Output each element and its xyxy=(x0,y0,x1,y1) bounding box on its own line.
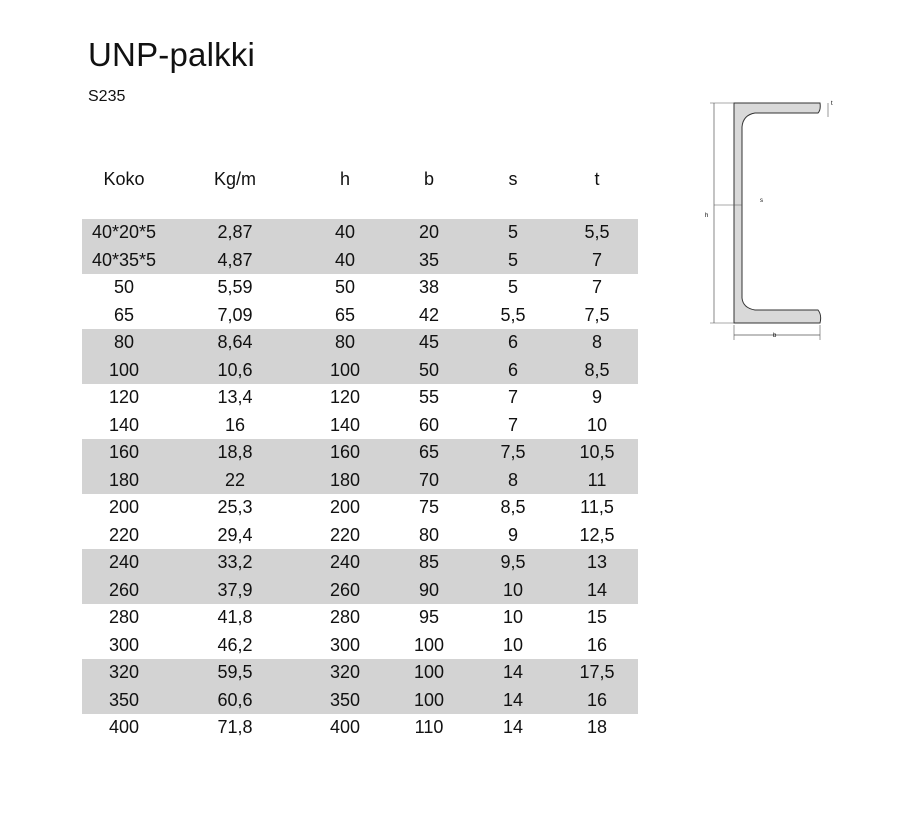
cell-h: 260 xyxy=(329,579,361,600)
table-row xyxy=(82,687,638,715)
table-row xyxy=(82,302,638,330)
cell-h: 300 xyxy=(329,634,361,655)
cell-t: 11 xyxy=(587,469,607,490)
cell-t: 8,5 xyxy=(584,359,610,380)
cell-s: 5 xyxy=(507,222,518,242)
label-h: h xyxy=(705,213,709,219)
cell-s: 7,5 xyxy=(500,442,526,462)
cell-s: 6 xyxy=(507,332,518,352)
cell-kgm: 41,8 xyxy=(217,607,253,627)
table-row xyxy=(82,494,638,522)
table-row xyxy=(82,247,638,275)
cell-kgm: 4,87 xyxy=(217,249,253,270)
table-row xyxy=(82,357,638,385)
table-row xyxy=(82,329,638,357)
cell-b: 50 xyxy=(418,359,440,380)
cell-t: 7 xyxy=(591,249,602,270)
table-row xyxy=(82,522,638,550)
column-header-s: s xyxy=(508,169,518,189)
cell-koko: 180 xyxy=(108,469,140,490)
table-row xyxy=(82,439,638,467)
cell-h: 200 xyxy=(329,497,361,517)
cell-b: 60 xyxy=(418,414,440,435)
cell-kgm: 46,2 xyxy=(217,634,253,655)
unp-profile-diagram xyxy=(700,95,845,345)
cell-kgm: 59,5 xyxy=(217,662,253,682)
cell-h: 280 xyxy=(329,607,361,627)
cell-kgm: 29,4 xyxy=(217,524,253,545)
cell-t: 11,5 xyxy=(580,497,614,517)
cell-koko: 400 xyxy=(108,717,140,737)
cell-koko: 120 xyxy=(108,387,140,407)
cell-h: 80 xyxy=(334,332,356,352)
label-b: b xyxy=(773,333,777,339)
cell-h: 220 xyxy=(329,524,361,545)
cell-h: 100 xyxy=(329,359,361,380)
label-s: s xyxy=(760,198,763,204)
cell-koko: 140 xyxy=(108,414,140,435)
cell-kgm: 8,64 xyxy=(217,332,253,352)
cell-kgm: 13,4 xyxy=(217,387,253,407)
cell-kgm: 22 xyxy=(224,469,246,490)
cell-t: 8 xyxy=(591,332,602,352)
cell-h: 50 xyxy=(334,277,356,297)
cell-s: 5 xyxy=(507,249,518,270)
cell-b: 110 xyxy=(414,717,444,737)
cell-koko: 280 xyxy=(108,607,140,627)
cell-s: 6 xyxy=(507,359,518,380)
cell-s: 10 xyxy=(502,579,524,600)
table-row xyxy=(82,577,638,605)
cell-kgm: 60,6 xyxy=(217,689,253,710)
label-t: t xyxy=(831,101,833,107)
table-row xyxy=(82,412,638,440)
cell-koko: 80 xyxy=(113,332,135,352)
column-header-b: b xyxy=(423,169,434,189)
cell-t: 15 xyxy=(586,607,608,627)
cell-kgm: 7,09 xyxy=(217,304,253,325)
cell-koko: 65 xyxy=(113,304,135,325)
cell-t: 9 xyxy=(591,387,602,407)
cell-s: 14 xyxy=(502,689,524,710)
cell-b: 100 xyxy=(413,634,445,655)
cell-s: 8 xyxy=(507,469,518,490)
cell-s: 14 xyxy=(502,662,524,682)
cell-h: 40 xyxy=(334,249,356,270)
table-row xyxy=(82,632,638,660)
cell-s: 9,5 xyxy=(500,552,526,572)
cell-t: 14 xyxy=(586,579,608,600)
cell-t: 16 xyxy=(586,634,608,655)
cell-kgm: 16 xyxy=(224,414,246,435)
cell-t: 10,5 xyxy=(579,442,615,462)
cell-kgm: 2,87 xyxy=(217,222,253,242)
cell-koko: 40*35*5 xyxy=(91,249,157,270)
cell-t: 12,5 xyxy=(579,524,615,545)
cell-b: 45 xyxy=(418,332,440,352)
cell-b: 42 xyxy=(418,304,440,325)
table-row xyxy=(82,604,638,632)
cell-koko: 220 xyxy=(108,524,140,545)
cell-b: 100 xyxy=(413,689,445,710)
cell-b: 85 xyxy=(418,552,440,572)
cell-h: 140 xyxy=(329,414,361,435)
cell-s: 7 xyxy=(507,387,518,407)
cell-h: 40 xyxy=(334,222,356,242)
cell-koko: 350 xyxy=(108,689,140,710)
cell-h: 65 xyxy=(334,304,356,325)
cell-t: 7,5 xyxy=(584,304,610,325)
cell-h: 350 xyxy=(329,689,361,710)
cell-kgm: 37,9 xyxy=(217,579,253,600)
cell-koko: 100 xyxy=(108,359,140,380)
cell-b: 75 xyxy=(418,497,440,517)
cell-koko: 40*20*5 xyxy=(91,222,157,242)
cell-t: 17,5 xyxy=(579,662,615,682)
cell-koko: 260 xyxy=(108,579,140,600)
cell-t: 7 xyxy=(591,277,602,297)
dimension-table xyxy=(82,219,638,742)
table-row xyxy=(82,384,638,412)
table-row xyxy=(82,467,638,495)
cell-s: 7 xyxy=(507,414,518,435)
table-row xyxy=(82,274,638,302)
cell-s: 5,5 xyxy=(500,304,526,325)
cell-h: 240 xyxy=(329,552,361,572)
table-row xyxy=(82,549,638,577)
cell-b: 90 xyxy=(418,579,440,600)
cell-s: 8,5 xyxy=(500,497,526,517)
cell-h: 180 xyxy=(329,469,361,490)
cell-koko: 50 xyxy=(113,277,135,297)
table-row xyxy=(82,219,638,247)
cell-koko: 300 xyxy=(108,634,140,655)
table-row xyxy=(82,659,638,687)
cell-b: 38 xyxy=(418,277,440,297)
cell-koko: 200 xyxy=(108,497,140,517)
cell-t: 16 xyxy=(586,689,608,710)
cell-s: 9 xyxy=(507,524,518,545)
cell-h: 120 xyxy=(329,387,361,407)
cell-h: 160 xyxy=(329,442,361,462)
table-header xyxy=(82,166,638,192)
cell-kgm: 18,8 xyxy=(217,442,253,462)
cell-s: 5 xyxy=(507,277,518,297)
cell-b: 65 xyxy=(418,442,440,462)
table-row xyxy=(82,714,638,742)
cell-b: 100 xyxy=(413,662,445,682)
channel-profile-shape xyxy=(734,103,821,323)
cell-b: 95 xyxy=(418,607,440,627)
cell-s: 10 xyxy=(502,634,524,655)
cell-kgm: 25,3 xyxy=(217,497,253,517)
cell-t: 18 xyxy=(586,717,608,737)
cell-kgm: 5,59 xyxy=(217,277,253,297)
page-title: UNP-palkki xyxy=(88,36,256,73)
cell-kgm: 10,6 xyxy=(217,359,253,380)
cell-s: 14 xyxy=(502,717,524,737)
cell-b: 70 xyxy=(418,469,440,490)
cell-koko: 320 xyxy=(108,662,140,682)
cell-h: 320 xyxy=(329,662,361,682)
column-header-t: t xyxy=(594,169,600,189)
cell-b: 20 xyxy=(418,222,440,242)
cell-s: 10 xyxy=(502,607,524,627)
cell-t: 5,5 xyxy=(584,222,610,242)
cell-b: 80 xyxy=(418,524,440,545)
cell-b: 35 xyxy=(418,249,440,270)
column-header-h: h xyxy=(339,169,350,189)
cell-b: 55 xyxy=(418,387,440,407)
cell-t: 10 xyxy=(586,414,608,435)
cell-kgm: 33,2 xyxy=(217,552,253,572)
cell-h: 400 xyxy=(329,717,361,737)
cell-t: 13 xyxy=(586,552,608,572)
cell-kgm: 71,8 xyxy=(217,717,253,737)
column-header-kgm: Kg/m xyxy=(213,169,256,189)
cell-koko: 240 xyxy=(108,552,140,572)
steel-grade: S235 xyxy=(88,88,126,105)
column-header-koko: Koko xyxy=(103,169,145,189)
cell-koko: 160 xyxy=(108,442,140,462)
